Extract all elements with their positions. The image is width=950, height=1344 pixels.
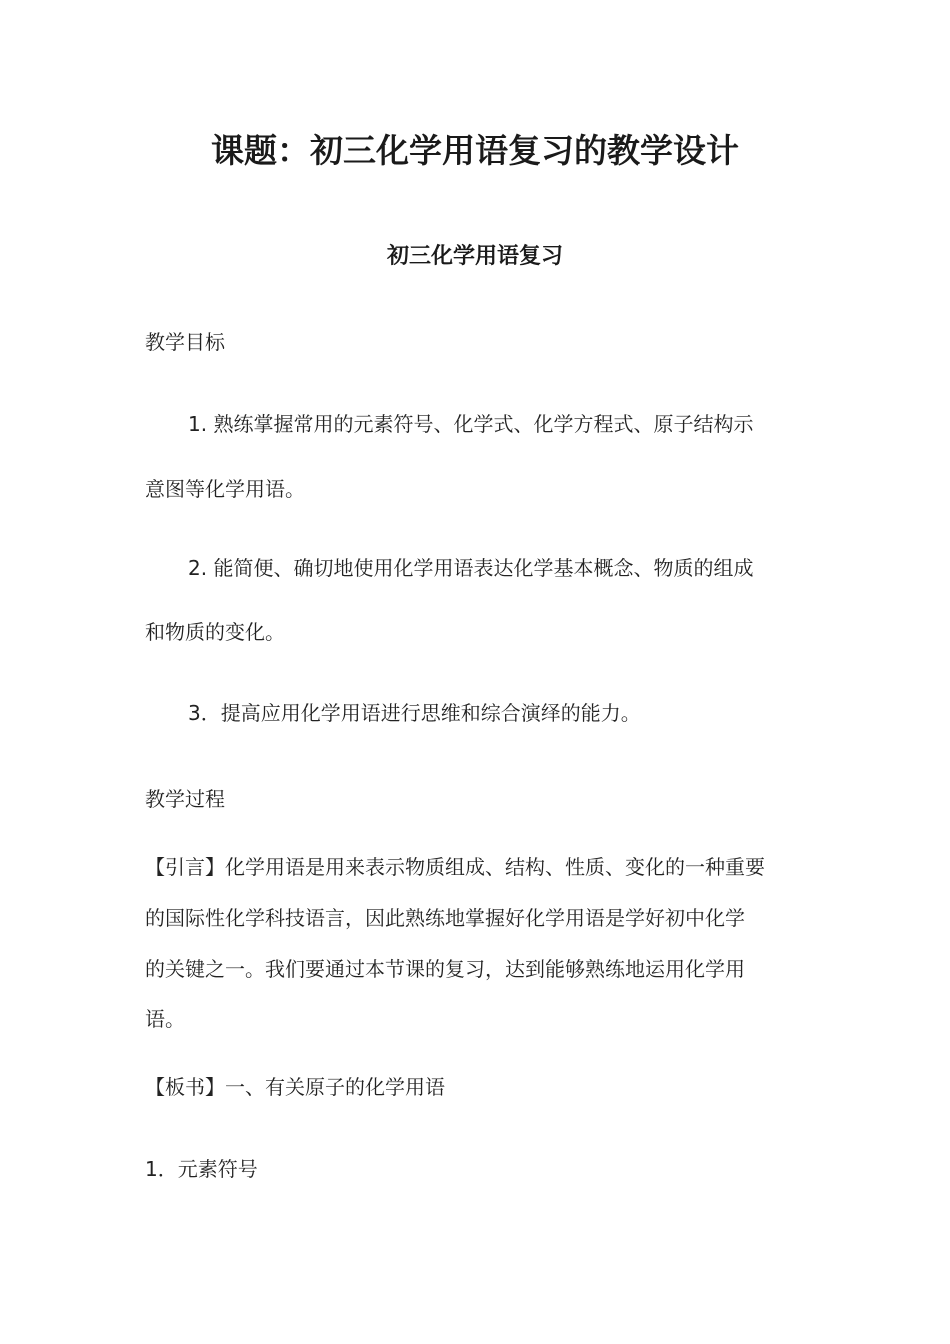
section-heading-objectives: 教学目标 — [145, 330, 225, 354]
intro-line-2: 的国际性化学科技语言，因此熟练地掌握好化学用语是学好初中化学 — [145, 906, 745, 930]
board-heading: 【板书】一、有关原子的化学用语 — [145, 1075, 445, 1099]
objective-1-line-1: 1. 熟练掌握常用的元素符号、化学式、化学方程式、原子结构示 — [188, 412, 754, 436]
objective-2-line-2: 和物质的变化。 — [145, 620, 285, 644]
document-title: 课题：初三化学用语复习的教学设计 — [211, 131, 739, 170]
intro-line-4: 语。 — [145, 1007, 185, 1031]
objective-2-line-1: 2. 能简便、确切地使用化学用语表达化学基本概念、物质的组成 — [188, 556, 754, 580]
objective-1-line-2: 意图等化学用语。 — [145, 477, 305, 501]
intro-line-3: 的关键之一。我们要通过本节课的复习，达到能够熟练地运用化学用 — [145, 957, 745, 981]
document-subtitle: 初三化学用语复习 — [386, 244, 563, 269]
section-heading-process: 教学过程 — [145, 787, 225, 811]
intro-line-1: 【引言】化学用语是用来表示物质组成、结构、性质、变化的一种重要 — [145, 855, 765, 879]
objective-3-line-1: 3．提高应用化学用语进行思维和综合演绎的能力。 — [188, 701, 641, 725]
item-1-heading: 1．元素符号 — [145, 1157, 258, 1181]
